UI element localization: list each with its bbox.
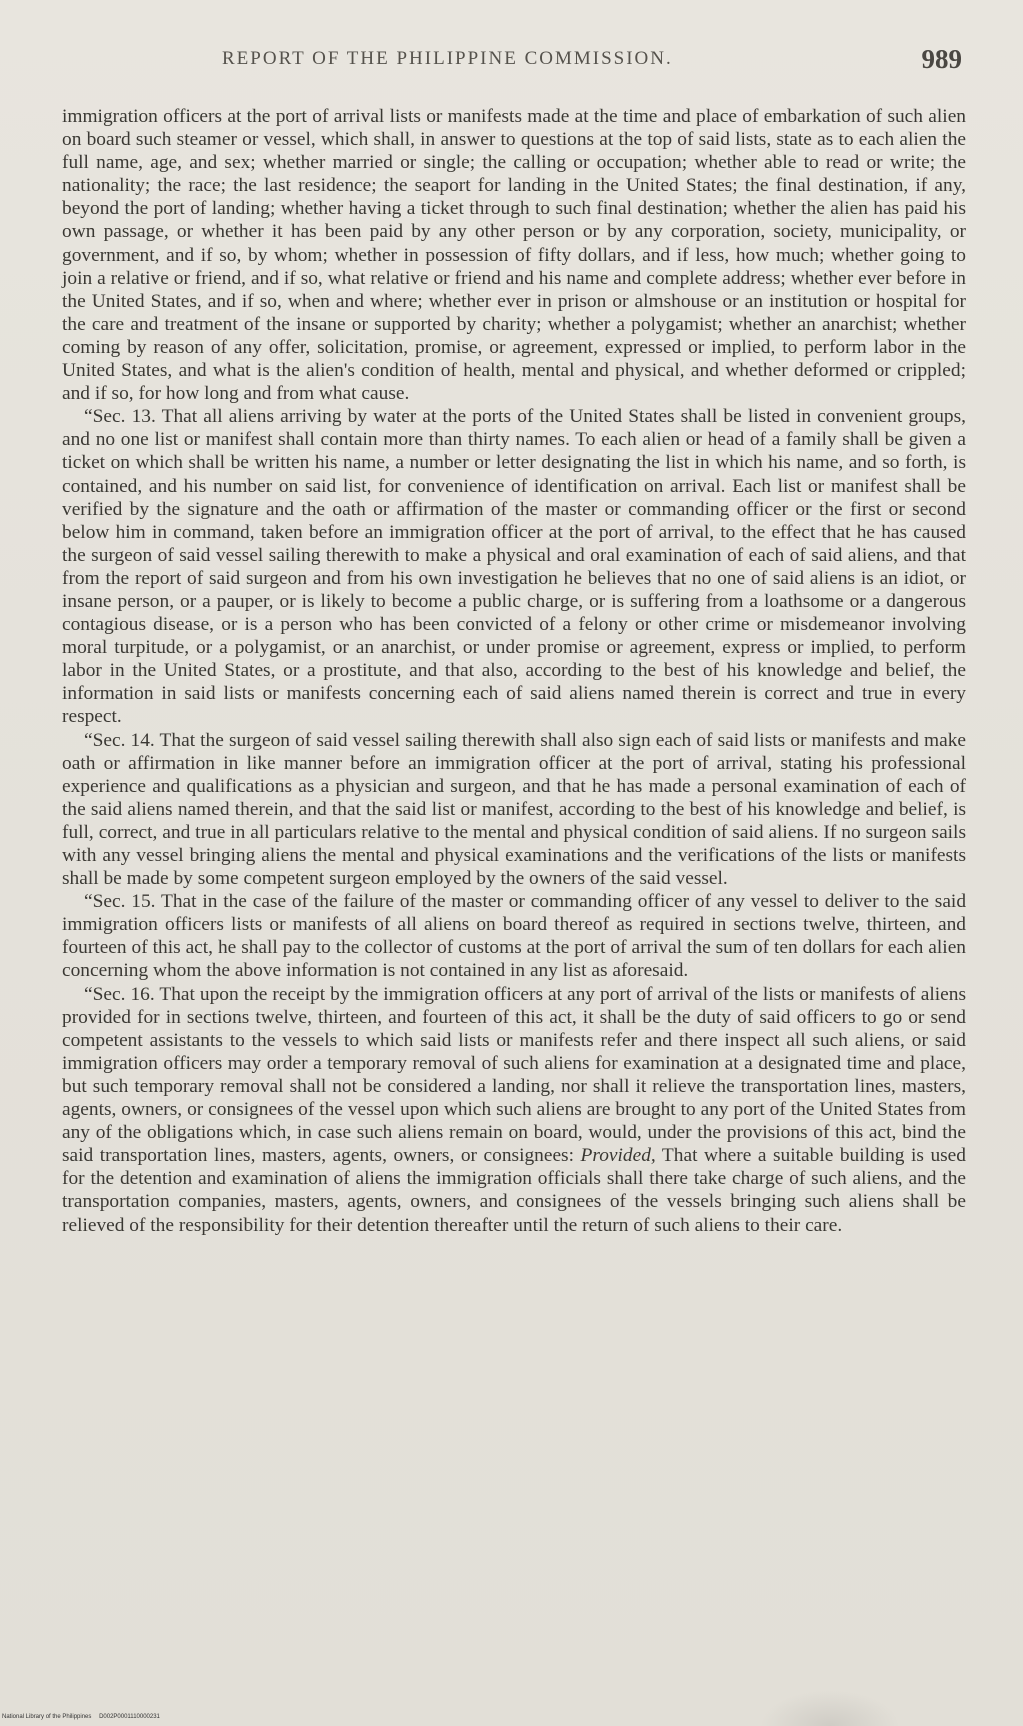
scan-footer <box>2 1714 160 1720</box>
paragraph-sec-13 <box>62 405 966 728</box>
page-header <box>62 44 962 84</box>
provided-italic: Provided, <box>580 1145 656 1167</box>
section-label: “Sec. 13. <box>84 406 156 428</box>
section-label: “Sec. 16. <box>84 983 155 1005</box>
paragraph-text: That upon the receipt by the immigration officers at any port of arrival of the lists or manifests of aliens provided for in sections twelve, thirteen, and fourteen of this act, it shall be the duty of said officers to go or send competent assistants to the vessels to which said lists or manifests refer and there inspect all such aliens, or said immigration officers may order a temporary removal of such aliens for examination at a designated time and place, but such temporary removal shall not be considered a landing, nor shall it relieve the transportation lines, masters, agents, owners, or consignees of the vessel upon which such aliens are brought to any port of the United States from any of the obligations which, in case such aliens remain on board, would, under the provisions of this act, bind the said transportation lines, masters, agents, owners, or consignees: <box>62 983 966 1167</box>
paragraph-text: immigration officers at the port of arrival lists or manifests made at the time and place of embarkation of such alien on board such steamer or vessel, which shall, in answer to questions at the top of said lists, state as to each alien the full name, age, and sex; whether married or single; the calling or occupation; whether able to read or write; the nationality; the race; the last residence; the seaport for landing in the United States; the final destination, if any, beyond the port of landing; whether having a ticket through to such final destination; whether the alien has paid his own passage, or whether it has been paid by any other person or by any corporation, society, municipality, or government, and if so, by whom; whether in possession of fifty dollars, and if less, how much; whether going to join a relative or friend, and if so, what relative or friend and his name and complete address; whether ever before in the United States, and if so, when and where; whether ever in prison or almshouse or an institution or hospital for the care and treatment of the insane or supported by charity; whether a polygamist; whether an anarchist; whether coming by reason of any offer, solicitation, promise, or agreement, expressed or implied, to perform labor in the United States, and what is the alien's condition of health, mental and physical, and whether deformed or crippled; and if so, for how long and from what cause. <box>62 106 966 405</box>
running-head: REPORT OF THE PHILIPPINE COMMISSION. <box>222 48 673 69</box>
paragraph-continuation <box>62 105 966 405</box>
paragraph-text: That all aliens arriving by water at the ports of the United States shall be listed in convenient groups, and no one list or manifest shall contain more than thirty names. To each alien or head of a family shall be given a ticket on which shall be written his name, a number or letter designating the list in which his name, and so forth, is contained, and his number on said list, for convenience of identification on arrival. Each list or manifest shall be verified by the signature and the oath or affirmation of the master or commanding officer or the first or second below him in command, taken before an immigration officer at the port of arrival, to the effect that he has caused the surgeon of said vessel sailing therewith to make a physical and oral examination of each of said aliens, and that from the report of said surgeon and from his own investigation he believes that no one of said aliens is an idiot, or insane person, or a pauper, or is likely to become a public charge, or is suffering from a loathsome or a dangerous contagious disease, or is a person who has been convicted of a felony or other crime or misdemeanor involving moral turpitude, or a polygamist, or an anarchist, or under promise or agreement, express or implied, to perform labor in the United States, or a prostitute, and that also, according to the best of his knowledge and belief, the information in said lists or manifests concerning each of said aliens named therein is correct and true in every respect. <box>62 406 966 728</box>
footer-identifier: D002P0001110000231 <box>99 1714 160 1720</box>
page-number: 989 <box>921 44 962 74</box>
paragraph-text: That in the case of the failure of the master or commanding officer of any vessel to deliver to the said immigration officers lists or manifests of all aliens on board thereof as required in sections twelve, thirteen, and fourteen of this act, he shall pay to the collector of customs at the port of arrival the sum of ten dollars for each alien concerning whom the above information is not contained in any list as aforesaid. <box>62 891 967 982</box>
body-text <box>62 105 966 1237</box>
paragraph-sec-16 <box>62 983 966 1237</box>
section-label: “Sec. 14. <box>84 729 155 751</box>
paragraph-sec-14 <box>62 729 966 891</box>
paragraph-text: That the surgeon of said vessel sailing therewith shall also sign each of said lists or manifests and make oath or affirmation in like manner before an immigration officer at the port of arrival, stating his professional experience and qualifications as a physician and surgeon, and that he has made a personal examination of each of the said aliens named therein, and that the said list or manifest, according to the best of his knowledge and belief, is full, correct, and true in all particulars relative to the mental and physical condition of said aliens. If no surgeon sails with any vessel bringing aliens the mental and physical examinations and the verifications of the lists or manifests shall be made by some competent surgeon employed by the owners of the said vessel. <box>62 729 966 890</box>
paragraph-sec-15 <box>62 890 966 982</box>
section-label: “Sec. 15. <box>84 891 156 913</box>
scan-edge-shadow <box>760 1690 900 1726</box>
footer-library: National Library of the Philippines <box>2 1714 92 1720</box>
paragraph-tail: That where a suitable building is used for the detention and examination of aliens the immigration officials shall there take charge of such aliens, and the transportation companies, masters, agents, owners, and consignees of the vessels bringing such aliens shall be relieved of the responsibility for their detention thereafter until the return of such aliens to their care. <box>62 1145 966 1236</box>
